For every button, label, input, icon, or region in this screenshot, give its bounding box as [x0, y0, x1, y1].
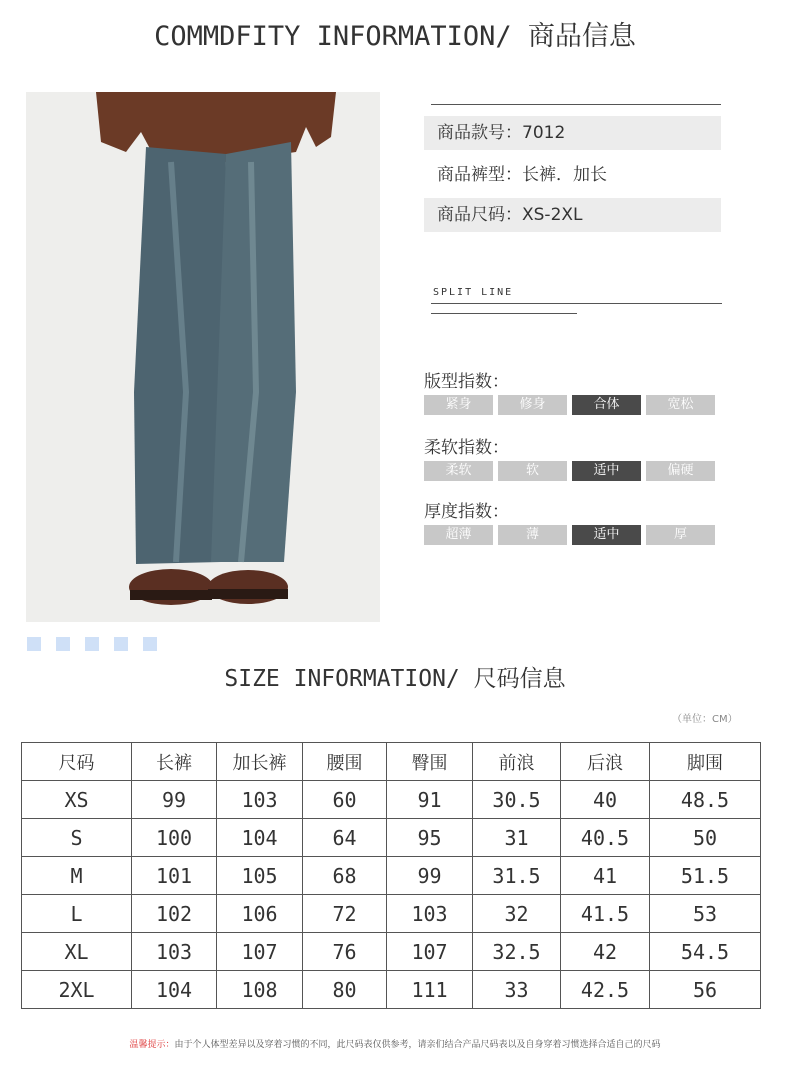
square-icon [143, 637, 157, 651]
table-cell: 95 [387, 819, 473, 857]
table-cell: 64 [303, 819, 387, 857]
table-cell: 72 [303, 895, 387, 933]
table-cell: 42.5 [561, 971, 650, 1009]
footer-note [0, 1037, 790, 1050]
split-line-short [431, 313, 577, 314]
info-top-line [431, 104, 721, 105]
table-cell: 104 [132, 971, 217, 1009]
table-cell: 105 [217, 857, 303, 895]
square-icon [85, 637, 99, 651]
table-cell: 42 [561, 933, 650, 971]
table-cell: 30.5 [473, 781, 561, 819]
table-cell: 103 [217, 781, 303, 819]
table-row [22, 971, 761, 1009]
product-pants-type: 商品裤型：长裤．加长 [437, 165, 607, 185]
product-style-number: 商品款号：7012 [424, 116, 721, 150]
softness-option: 软 [498, 461, 567, 481]
table-cell: 102 [132, 895, 217, 933]
table-cell: L [22, 895, 132, 933]
table-cell: 107 [387, 933, 473, 971]
thickness-option: 薄 [498, 525, 567, 545]
header-cell: 加长裤 [217, 743, 303, 781]
table-cell: 32.5 [473, 933, 561, 971]
size-table [21, 742, 761, 1009]
fit-option: 紧身 [424, 395, 493, 415]
softness-option: 柔软 [424, 461, 493, 481]
softness-index-label: 柔软指数： [424, 438, 509, 458]
table-row [22, 857, 761, 895]
table-cell: 41.5 [561, 895, 650, 933]
table-cell: 103 [387, 895, 473, 933]
table-cell: 99 [387, 857, 473, 895]
table-cell: 50 [650, 819, 761, 857]
header-cell: 长裤 [132, 743, 217, 781]
table-cell: 2XL [22, 971, 132, 1009]
thickness-option-selected: 适中 [572, 525, 641, 545]
split-line-long [431, 303, 722, 304]
header-cell: 前浪 [473, 743, 561, 781]
header-cell: 脚围 [650, 743, 761, 781]
thickness-option: 超薄 [424, 525, 493, 545]
table-cell: 31 [473, 819, 561, 857]
table-cell: XS [22, 781, 132, 819]
square-icon [27, 637, 41, 651]
unit-note: （单位：CM） [672, 714, 738, 725]
table-row [22, 895, 761, 933]
table-row [22, 781, 761, 819]
table-cell: 104 [217, 819, 303, 857]
table-row [22, 933, 761, 971]
page-title: COMMDFITY INFORMATION/ 商品信息 [154, 21, 636, 52]
table-cell: 68 [303, 857, 387, 895]
table-cell: 31.5 [473, 857, 561, 895]
product-photo [26, 92, 380, 622]
square-icon [114, 637, 128, 651]
size-section-title: SIZE INFORMATION/ 尺码信息 [224, 666, 566, 692]
table-cell: 100 [132, 819, 217, 857]
table-cell: 41 [561, 857, 650, 895]
header-cell: 尺码 [22, 743, 132, 781]
jeans-image [26, 92, 380, 622]
softness-index-scale [424, 461, 720, 481]
footer-note-text: 由于个人体型差异以及穿着习惯的不同，此尺码表仅供参考，请亲们结合产品尺码表以及自身穿着习惯选择合适自己的尺码 [174, 1040, 661, 1050]
table-cell: XL [22, 933, 132, 971]
table-header-row [22, 743, 761, 781]
fit-option-selected: 合体 [572, 395, 641, 415]
footer-warn-label: 温馨提示： [129, 1040, 175, 1050]
fit-option: 宽松 [646, 395, 715, 415]
table-cell: 106 [217, 895, 303, 933]
table-cell: 107 [217, 933, 303, 971]
table-cell: 48.5 [650, 781, 761, 819]
table-cell: 51.5 [650, 857, 761, 895]
square-icon [56, 637, 70, 651]
table-cell: 54.5 [650, 933, 761, 971]
product-size-range: 商品尺码：XS-2XL [424, 198, 721, 232]
table-cell: 80 [303, 971, 387, 1009]
header-cell: 腰围 [303, 743, 387, 781]
thickness-index-scale [424, 525, 720, 545]
split-line-label: SPLIT LINE [433, 287, 514, 298]
table-cell: 111 [387, 971, 473, 1009]
table-cell: M [22, 857, 132, 895]
table-cell: 40.5 [561, 819, 650, 857]
softness-option-selected: 适中 [572, 461, 641, 481]
table-cell: 91 [387, 781, 473, 819]
table-cell: 99 [132, 781, 217, 819]
header-cell: 臀围 [387, 743, 473, 781]
table-cell: 56 [650, 971, 761, 1009]
table-cell: 33 [473, 971, 561, 1009]
table-cell: 108 [217, 971, 303, 1009]
table-cell: 101 [132, 857, 217, 895]
fit-index-scale [424, 395, 720, 415]
header-cell: 后浪 [561, 743, 650, 781]
decorative-squares [27, 637, 172, 651]
table-cell: 40 [561, 781, 650, 819]
table-cell: S [22, 819, 132, 857]
table-cell: 53 [650, 895, 761, 933]
table-cell: 103 [132, 933, 217, 971]
softness-option: 偏硬 [646, 461, 715, 481]
table-cell: 60 [303, 781, 387, 819]
fit-option: 修身 [498, 395, 567, 415]
table-cell: 32 [473, 895, 561, 933]
fit-index-label: 版型指数： [424, 372, 509, 392]
thickness-option: 厚 [646, 525, 715, 545]
table-cell: 76 [303, 933, 387, 971]
thickness-index-label: 厚度指数： [424, 502, 509, 522]
table-row [22, 819, 761, 857]
